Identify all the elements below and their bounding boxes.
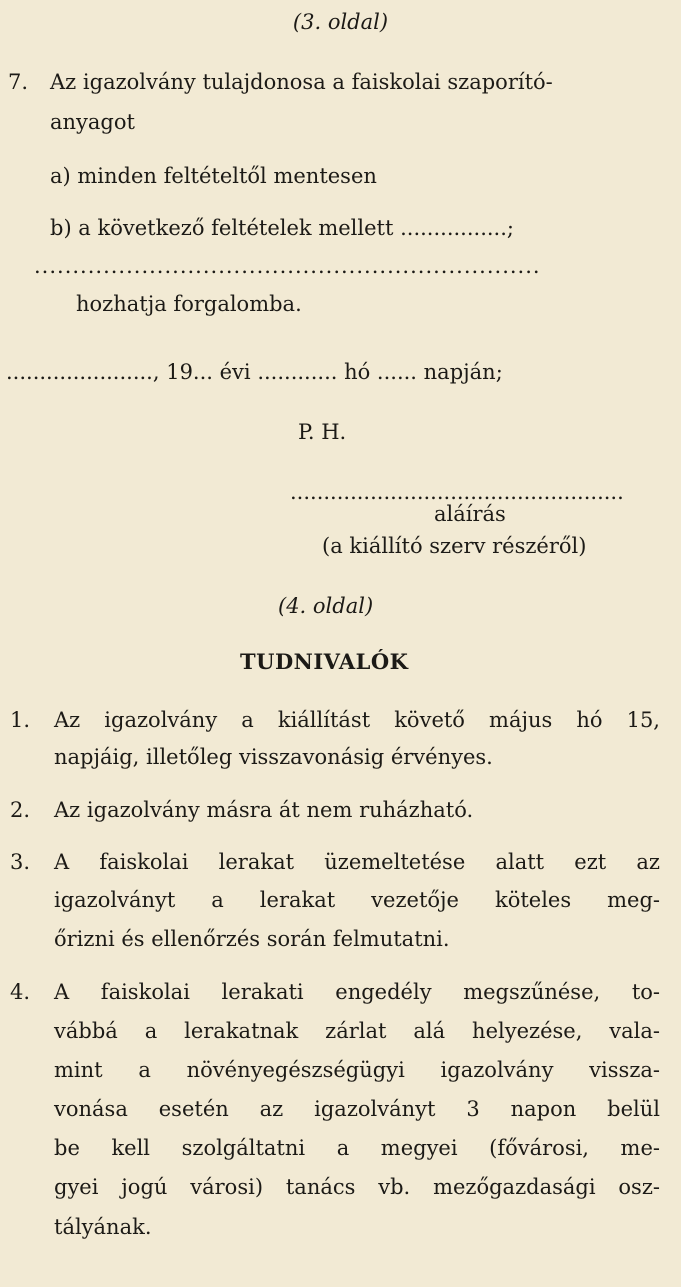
item4-line: gyei jogú városi) tanács vb. mezőgazdasági osz-	[54, 1175, 660, 1199]
ph-stamp-label: P. H.	[298, 420, 347, 444]
item7-line1: Az igazolvány tulajdonosa a faiskolai szaporító-	[50, 70, 553, 94]
item7-line-end: hozhatja forgalomba.	[76, 292, 302, 316]
page3-header: (3. oldal)	[292, 10, 389, 34]
item1-line: napjáig, illetőleg visszavonásig érvényes.	[54, 745, 493, 769]
item7-option-b: b) a következő feltételek mellett ................;	[50, 216, 514, 240]
item2-number: 2.	[10, 798, 31, 822]
signature-dots: ..................................................	[290, 480, 624, 504]
item2-line: Az igazolvány másra át nem ruházható.	[54, 798, 474, 822]
item3-number: 3.	[10, 850, 31, 874]
item4-line: A faiskolai lerakati engedély megszűnése, to-	[54, 980, 660, 1004]
item4-line: tályának.	[54, 1215, 152, 1239]
item4-line: vábbá a lerakatnak zárlat alá helyezése, vala-	[54, 1019, 660, 1043]
item4-line: be kell szolgáltatni a megyei (fővárosi, me-	[54, 1136, 660, 1160]
signature-label: aláírás	[434, 502, 506, 526]
item7-dotted-line: ..................................................................	[34, 254, 541, 278]
item4-line: vonása esetén az igazolványt 3 napon belül	[54, 1097, 660, 1121]
item3-line: igazolványt a lerakat vezetője köteles meg-	[54, 888, 660, 912]
item4-number: 4.	[10, 980, 31, 1004]
item7-option-a: a) minden feltételtől mentesen	[50, 164, 377, 188]
item1-number: 1.	[10, 708, 31, 732]
signature-sub: (a kiállító szerv részéről)	[322, 534, 587, 558]
item1-line: Az igazolvány a kiállítást követő május hó 15,	[54, 708, 660, 732]
item7-number: 7.	[8, 70, 29, 94]
page4-title: TUDNIVALÓK	[240, 649, 409, 674]
item7-line2: anyagot	[50, 110, 135, 134]
page4-header: (4. oldal)	[278, 594, 374, 618]
item4-line: mint a növényegészségügyi igazolvány vissza-	[54, 1058, 660, 1082]
item3-line: A faiskolai lerakat üzemeltetése alatt ezt az	[54, 850, 660, 874]
item3-line: őrizni és ellenőrzés során felmutatni.	[54, 927, 450, 951]
date-line: ......................, 19... évi ............ hó ...... napján;	[6, 360, 503, 384]
